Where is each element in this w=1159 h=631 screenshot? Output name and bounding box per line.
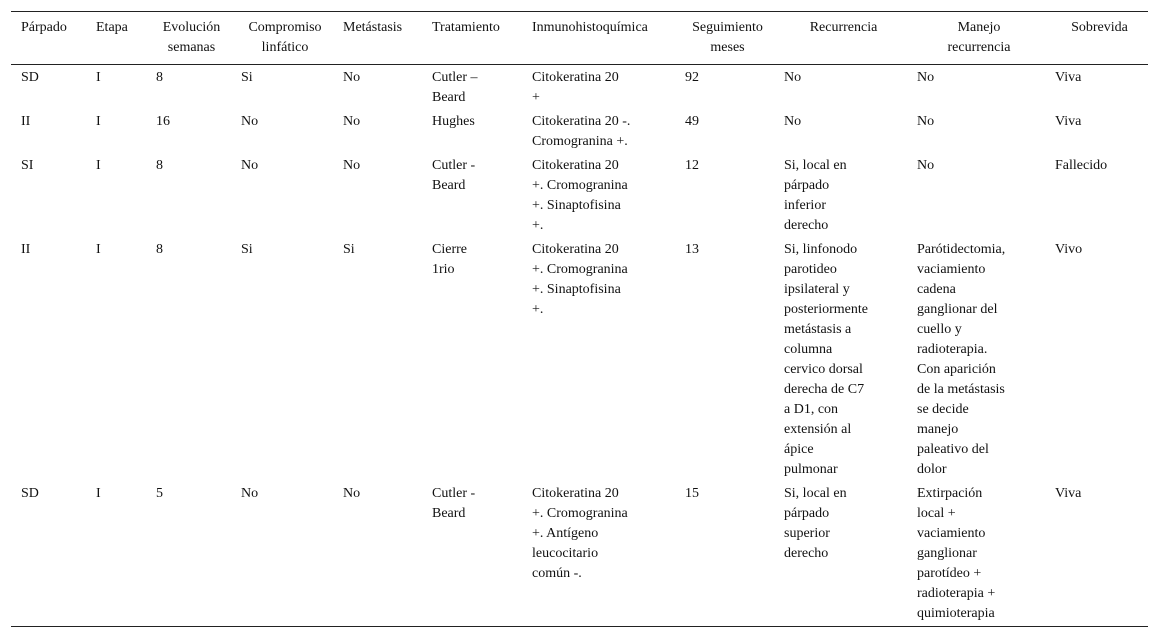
cell-parpado: SD <box>21 70 39 85</box>
header-inmunohistoquimica: Inmunohistoquímica <box>532 20 648 35</box>
cell-compromiso: No <box>241 486 259 501</box>
header-manejo-recurrencia: Manejo recurrencia <box>947 20 1011 55</box>
cell-inmunohistoquimica: Citokeratina 20 +. Cromogranina +. Sinaptofisina +. <box>532 242 628 317</box>
cell-manejo-recurrencia: No <box>917 114 935 129</box>
cell-tratamiento: Hughes <box>432 114 475 129</box>
cell-parpado: II <box>21 114 31 129</box>
cell-inmunohistoquimica: Citokeratina 20 -. Cromogranina +. <box>532 114 631 149</box>
table-row <box>11 110 1148 154</box>
header-row <box>11 12 1148 65</box>
cell-compromiso: No <box>241 158 259 173</box>
header-seguimiento: Seguimiento meses <box>692 20 763 55</box>
header-parpado: Párpado <box>21 20 67 35</box>
cell-evolucion: 8 <box>156 242 163 257</box>
cell-tratamiento: Cierre 1rio <box>432 242 467 277</box>
cell-compromiso: No <box>241 114 259 129</box>
cell-inmunohistoquimica: Citokeratina 20 +. Cromogranina +. Antígeno leucocitario común -. <box>532 486 628 581</box>
cell-recurrencia: No <box>784 114 802 129</box>
header-metastasis: Metástasis <box>343 20 403 35</box>
cell-metastasis: No <box>343 158 361 173</box>
cell-evolucion: 8 <box>156 70 163 85</box>
table-header <box>11 12 1148 65</box>
cell-manejo-recurrencia: No <box>917 70 935 85</box>
cell-parpado: SD <box>21 486 39 501</box>
header-tratamiento: Tratamiento <box>432 20 500 35</box>
cell-etapa: I <box>96 70 101 85</box>
cell-recurrencia: Si, local en párpado superior derecho <box>784 486 847 561</box>
cell-tratamiento: Cutler - Beard <box>432 158 476 193</box>
header-evolucion: Evolución semanas <box>162 20 221 55</box>
cell-etapa: I <box>96 158 101 173</box>
cell-parpado: SI <box>21 158 34 173</box>
cell-sobrevida: Viva <box>1055 70 1082 85</box>
cell-tratamiento: Cutler – Beard <box>432 70 478 105</box>
cell-manejo-recurrencia: Parótidectomia, vaciamiento cadena ganglionar del cuello y radioterapia. Con aparición de la metástasis se decide manejo paleativo del dolor <box>917 242 1006 477</box>
table-row <box>11 482 1148 627</box>
cell-metastasis: No <box>343 486 361 501</box>
table-body <box>11 65 1148 627</box>
cell-tratamiento: Cutler - Beard <box>432 486 476 521</box>
cell-seguimiento: 13 <box>685 242 699 257</box>
cell-recurrencia: Si, local en párpado inferior derecho <box>784 158 847 233</box>
cell-sobrevida: Vivo <box>1055 242 1083 257</box>
table-row <box>11 154 1148 238</box>
clinical-cases-table <box>11 11 1148 627</box>
cell-evolucion: 8 <box>156 158 163 173</box>
cell-seguimiento: 15 <box>685 486 699 501</box>
header-sobrevida: Sobrevida <box>1071 20 1128 35</box>
header-recurrencia: Recurrencia <box>809 20 878 35</box>
cell-compromiso: Si <box>241 70 253 85</box>
cell-metastasis: No <box>343 70 361 85</box>
cell-recurrencia: No <box>784 70 802 85</box>
cell-evolucion: 5 <box>156 486 163 501</box>
cell-seguimiento: 12 <box>685 158 699 173</box>
cell-sobrevida: Fallecido <box>1055 158 1108 173</box>
table-row <box>11 238 1148 482</box>
cell-inmunohistoquimica: Citokeratina 20 + <box>532 70 619 105</box>
cell-metastasis: Si <box>343 242 355 257</box>
cell-metastasis: No <box>343 114 361 129</box>
cell-sobrevida: Viva <box>1055 114 1082 129</box>
cell-etapa: I <box>96 114 101 129</box>
cell-manejo-recurrencia: Extirpación local + vaciamiento ganglionar parotídeo + radioterapia + quimioterapia <box>917 486 996 621</box>
cell-etapa: I <box>96 486 101 501</box>
cell-compromiso: Si <box>241 242 253 257</box>
cell-recurrencia: Si, linfonodo parotideo ipsilateral y posteriormente metástasis a columna cervico dorsal derecha de C7 a D1, con extensión al ápice pulmonar <box>784 242 868 477</box>
header-compromiso: Compromiso linfático <box>248 20 322 55</box>
cell-parpado: II <box>21 242 31 257</box>
clinical-cases-table-container <box>11 11 1148 627</box>
cell-inmunohistoquimica: Citokeratina 20 +. Cromogranina +. Sinaptofisina +. <box>532 158 628 233</box>
cell-manejo-recurrencia: No <box>917 158 935 173</box>
cell-etapa: I <box>96 242 101 257</box>
cell-sobrevida: Viva <box>1055 486 1082 501</box>
header-etapa: Etapa <box>96 20 128 35</box>
table-row <box>11 65 1148 111</box>
cell-seguimiento: 92 <box>685 70 699 85</box>
cell-evolucion: 16 <box>156 114 170 129</box>
cell-seguimiento: 49 <box>685 114 699 129</box>
